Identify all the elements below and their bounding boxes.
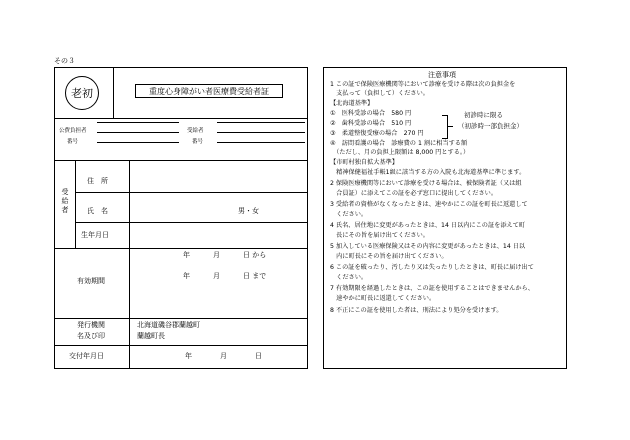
notes-line: ② 歯科受診の場合 510 円 (330, 120, 412, 127)
dob-label: 生年月日 (81, 231, 109, 239)
notes-line: 支払って（負担して）ください。 (330, 90, 429, 97)
notes-line: 5 加入している医療保険又はその内容に変更があったときは、14 日以 (330, 243, 526, 250)
notes-line: 【北海道基準】 (330, 100, 374, 107)
name-label: 氏 名 (87, 207, 108, 215)
brace-label-2: （初診時一部負担金） (458, 122, 523, 130)
notes-line: 8 不正にこの証を使用した者は、刑法により処分を受けます。 (330, 307, 503, 314)
notes-line: ください。 (330, 274, 368, 281)
issuer-value-2: 蘭越町長 (137, 332, 165, 340)
page-label: その３ (54, 57, 75, 65)
validity-from-day: 日 から (243, 251, 267, 259)
notes-line: 4 氏名、居住地に変更があったときは、14 日以内にこの証を添えて町 (330, 222, 526, 229)
payer-number-label-1: 公費負担者 (59, 128, 87, 134)
notes-line: 3 受給者の資格がなくなったときは、速やかにこの証を町長に返還して (330, 201, 528, 208)
recipient-number-grid (217, 122, 305, 152)
notes-line: ① 医科受診の場合 580 円 (330, 110, 412, 117)
address-label: 住 所 (87, 177, 108, 185)
card-title: 重度心身障がい者医療費受給者証 (135, 84, 283, 98)
stamp-circle: 老初 (65, 76, 99, 110)
notes-line: 2 保険医療機関等において診療を受ける場合は、被保険者証（又は組 (330, 180, 522, 187)
notes-line: （ただし、月の負担上限額は 8,000 円とする。） (330, 149, 470, 156)
notes-line: 6 この証を破ったり、汚したり又は失ったりしたときは、町長に届け出て (330, 264, 534, 271)
payer-number-label-2: 番号 (67, 139, 79, 145)
recipient-card (54, 67, 308, 369)
payer-number-grid (97, 122, 179, 152)
issuer-label-1: 発行機関 (77, 321, 105, 329)
notes-line: 内に町長にその旨を届け出てください。 (330, 253, 448, 260)
validity-to-month: 月 (213, 272, 220, 280)
notes-line: 合員証）に添えてこの証を必ず窓口に提出してください。 (330, 190, 498, 197)
issue-date-year: 年 (185, 352, 192, 360)
notes-line: 速やかに町長に返還してください。 (330, 295, 436, 302)
recipient-number-label-1: 受給者 (187, 128, 204, 134)
notes-line: 精神保健福祉手帳1級に該当する方の入院も北海道基準に準じます。 (330, 169, 526, 176)
issuer-value-1: 北海道磯谷郡蘭越町 (137, 321, 200, 329)
recipient-group-label: 受給者 (61, 188, 69, 215)
notes-line: ④ 訪問看護の場合 診療費の 1 割に相当する額 (330, 140, 468, 147)
validity-from-year: 年 (183, 251, 190, 259)
gender-label: 男・女 (238, 207, 259, 215)
validity-to-day: 日 まで (243, 272, 267, 280)
notes-line: 1 この証で保険医療機関等において診療を受ける際は次の負担金を (330, 81, 516, 88)
validity-label: 有効期間 (77, 277, 105, 285)
notes-panel (323, 67, 567, 369)
issuer-label-2: 名及び印 (77, 332, 105, 340)
notes-line: 7 有効期限を経過したときは、この証を使用することはできませんから、 (330, 285, 534, 292)
brace-mark (442, 115, 448, 139)
recipient-number-label-2: 番号 (192, 139, 204, 145)
notes-line: ③ 柔道整復受療の場合 270 円 (330, 130, 424, 137)
notes-line: 長にその旨を届け出てください。 (330, 232, 429, 239)
issue-date-label: 交付年月日 (69, 352, 104, 360)
brace-label-1: 初診時に限る (464, 111, 503, 119)
notes-line: ください。 (330, 211, 368, 218)
issue-date-day: 日 (255, 352, 262, 360)
notes-line: 【市町村独自拡大基準】 (330, 159, 399, 166)
validity-from-month: 月 (213, 251, 220, 259)
validity-to-year: 年 (183, 272, 190, 280)
notes-title: 注意事項 (428, 71, 456, 79)
issue-date-month: 月 (220, 352, 227, 360)
